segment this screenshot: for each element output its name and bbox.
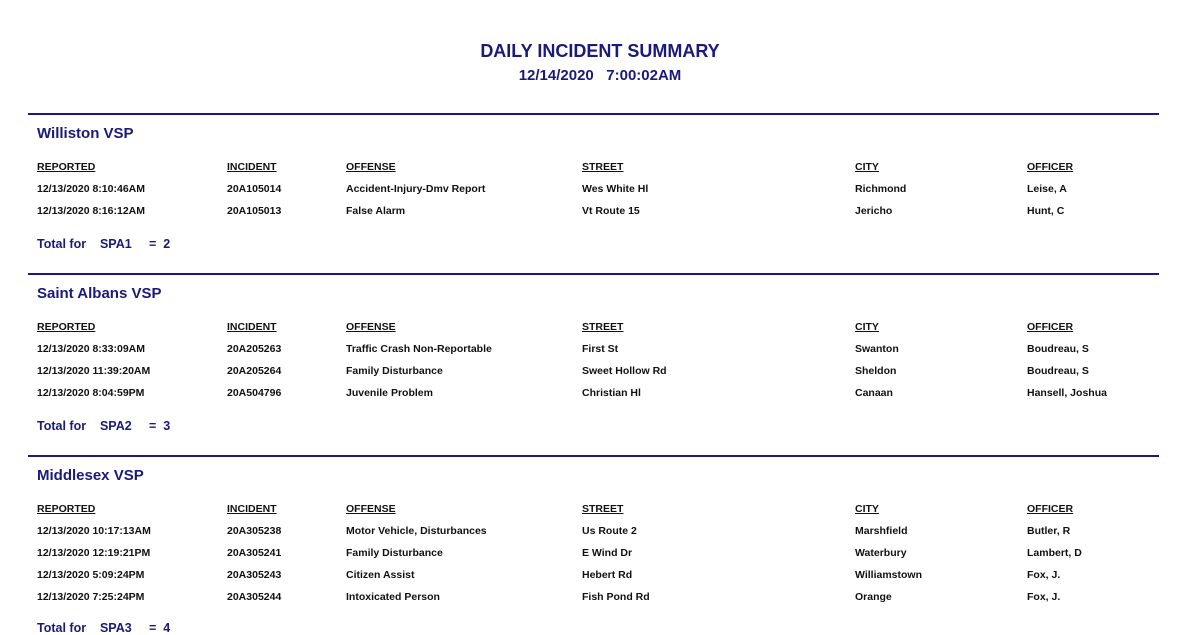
column-header-street: STREET [582,503,624,515]
cell-officer: Hansell, Joshua [1027,387,1107,399]
cell-incident: 20A205264 [227,365,282,377]
column-header-reported: REPORTED [37,503,96,515]
cell-officer: Boudreau, S [1027,343,1089,355]
section-total: Total for SPA1 = 2 [37,237,171,251]
report-datetime: 12/14/2020 7:00:02AM [518,67,682,84]
column-header-street: STREET [582,321,624,333]
section-total: Total for SPA2 = 3 [37,419,171,433]
cell-incident: 20A205263 [227,343,282,355]
column-header-city: CITY [855,161,879,173]
cell-incident: 20A305238 [227,525,282,537]
cell-city: Orange [855,591,892,603]
cell-reported: 12/13/2020 7:25:24PM [37,591,145,603]
cell-incident: 20A305241 [227,547,282,559]
section-title: Williston VSP [37,125,134,142]
cell-reported: 12/13/2020 8:10:46AM [37,183,145,195]
section-divider [28,273,1159,275]
cell-incident: 20A105014 [227,183,282,195]
cell-offense: False Alarm [346,205,406,217]
section-title: Saint Albans VSP [37,285,162,302]
cell-street: First St [582,343,619,355]
cell-street: Sweet Hollow Rd [582,365,667,377]
column-header-offense: OFFENSE [346,161,396,173]
section-divider [28,113,1159,115]
column-header-reported: REPORTED [37,321,96,333]
cell-street: Hebert Rd [582,569,633,581]
cell-street: E Wind Dr [582,547,633,559]
cell-city: Williamstown [855,569,922,581]
cell-city: Swanton [855,343,899,355]
cell-offense: Family Disturbance [346,365,443,377]
cell-offense: Juvenile Problem [346,387,433,399]
column-header-offense: OFFENSE [346,503,396,515]
cell-reported: 12/13/2020 8:33:09AM [37,343,145,355]
column-header-incident: INCIDENT [227,161,277,173]
section-divider [28,455,1159,457]
cell-offense: Motor Vehicle, Disturbances [346,525,487,537]
cell-street: Us Route 2 [582,525,637,537]
column-header-incident: INCIDENT [227,503,277,515]
cell-officer: Fox, J. [1027,569,1061,581]
cell-city: Canaan [855,387,893,399]
cell-incident: 20A305244 [227,591,282,603]
report-title: DAILY INCIDENT SUMMARY [480,41,720,61]
cell-incident: 20A504796 [227,387,282,399]
cell-officer: Boudreau, S [1027,365,1089,377]
cell-reported: 12/13/2020 12:19:21PM [37,547,151,559]
cell-street: Christian Hl [582,387,641,399]
cell-city: Waterbury [855,547,907,559]
cell-offense: Accident-Injury-Dmv Report [346,183,486,195]
column-header-officer: OFFICER [1027,161,1074,173]
column-header-incident: INCIDENT [227,321,277,333]
cell-city: Marshfield [855,525,908,537]
cell-offense: Citizen Assist [346,569,415,581]
cell-city: Richmond [855,183,907,195]
cell-incident: 20A305243 [227,569,282,581]
cell-street: Wes White Hl [582,183,649,195]
cell-city: Jericho [855,205,893,217]
cell-officer: Fox, J. [1027,591,1061,603]
cell-reported: 12/13/2020 10:17:13AM [37,525,151,537]
column-header-city: CITY [855,503,879,515]
cell-offense: Family Disturbance [346,547,443,559]
cell-reported: 12/13/2020 8:04:59PM [37,387,145,399]
cell-offense: Intoxicated Person [346,591,440,603]
cell-officer: Lambert, D [1027,547,1082,559]
section-total: Total for SPA3 = 4 [37,621,171,635]
section-title: Middlesex VSP [37,467,144,484]
column-header-officer: OFFICER [1027,321,1074,333]
cell-incident: 20A105013 [227,205,282,217]
cell-street: Fish Pond Rd [582,591,650,603]
cell-reported: 12/13/2020 11:39:20AM [37,365,151,377]
cell-street: Vt Route 15 [582,205,640,217]
cell-offense: Traffic Crash Non-Reportable [346,343,492,355]
cell-city: Sheldon [855,365,897,377]
column-header-city: CITY [855,321,879,333]
column-header-reported: REPORTED [37,161,96,173]
cell-officer: Leise, A [1027,183,1067,195]
column-header-officer: OFFICER [1027,503,1074,515]
cell-officer: Hunt, C [1027,205,1065,217]
cell-reported: 12/13/2020 8:16:12AM [37,205,145,217]
cell-reported: 12/13/2020 5:09:24PM [37,569,145,581]
column-header-offense: OFFENSE [346,321,396,333]
column-header-street: STREET [582,161,624,173]
cell-officer: Butler, R [1027,525,1071,537]
